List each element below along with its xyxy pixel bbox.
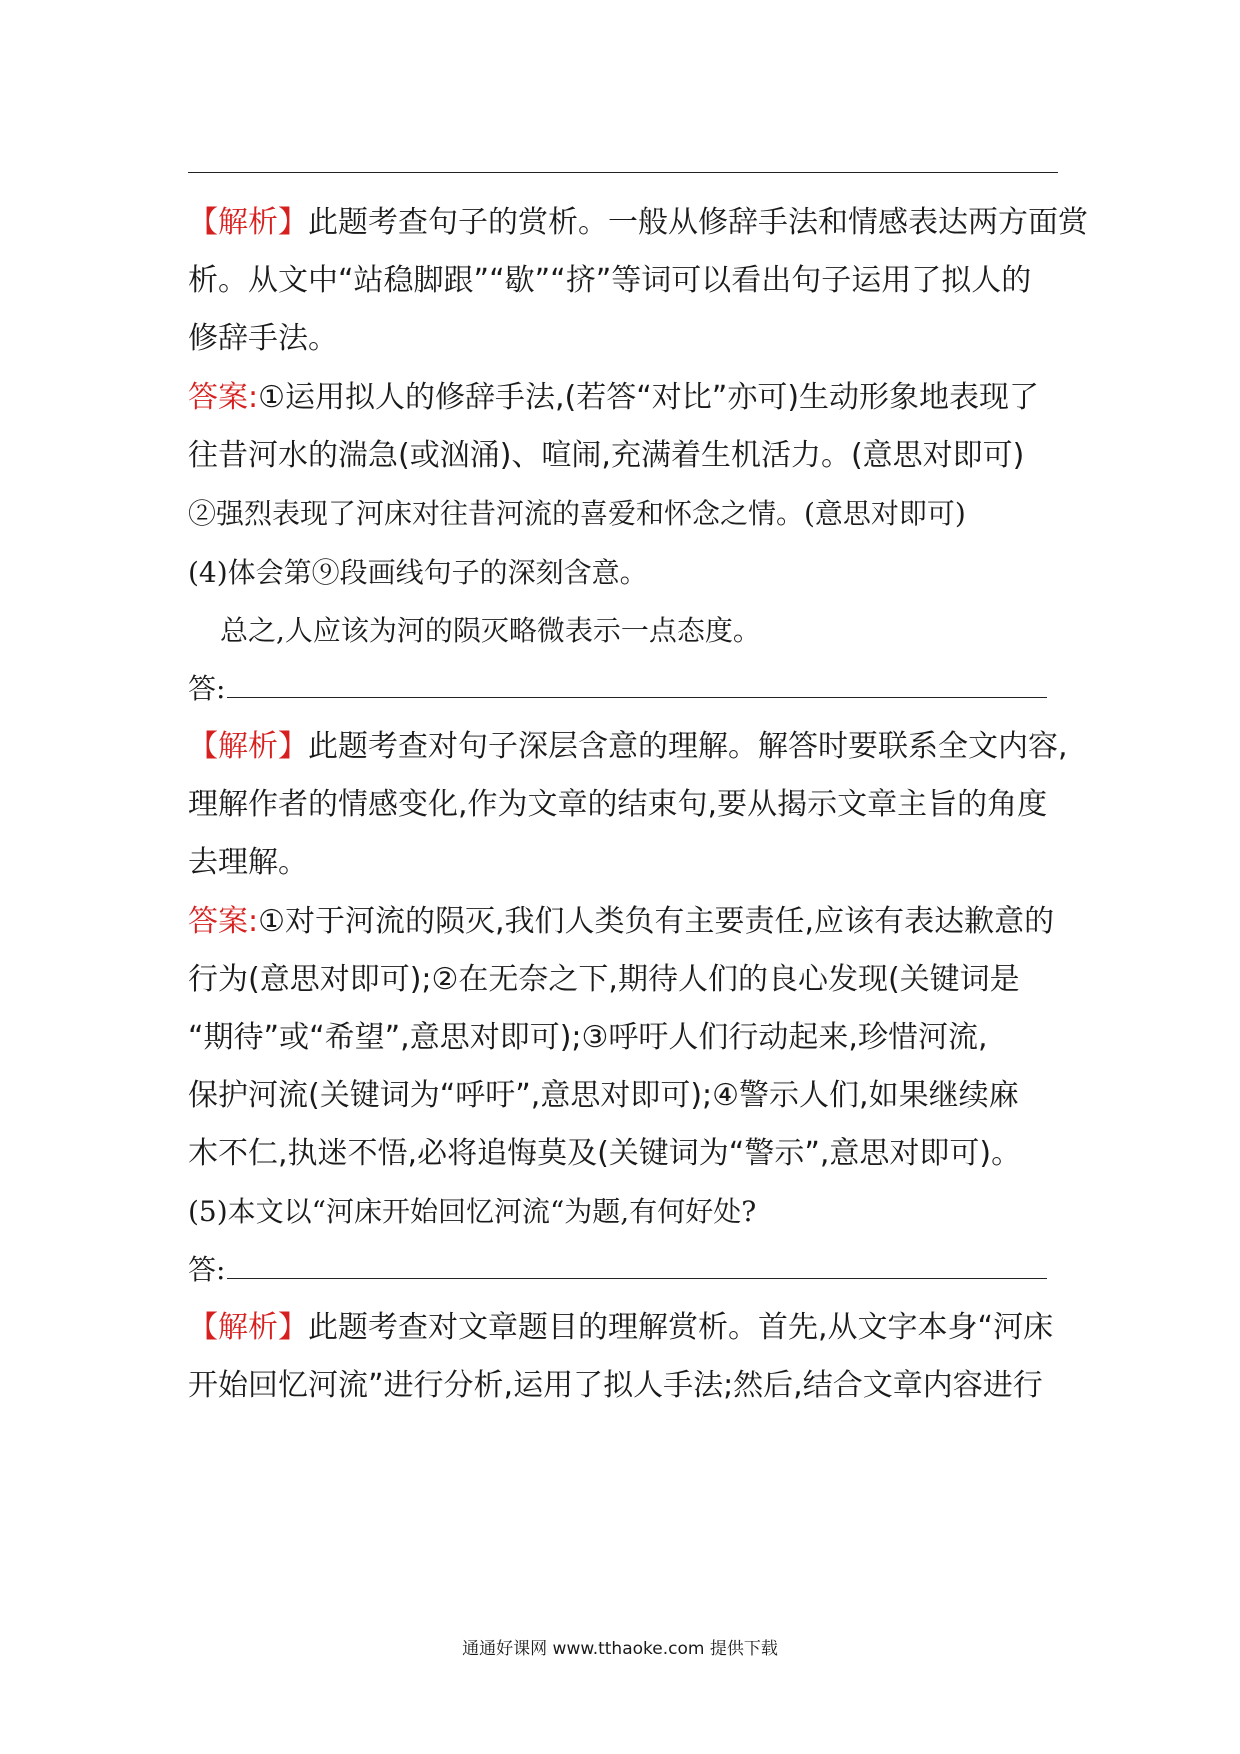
analysis-line xyxy=(188,727,1068,767)
answer-text: 行为(意思对即可);②在无奈之下,期待人们的良心发现(关键词是 xyxy=(188,962,1020,997)
analysis-label: 【解析】 xyxy=(188,1310,308,1345)
answer-text: ②强烈表现了河床对往昔河流的喜爱和怀念之情。(意思对即可) xyxy=(188,497,966,530)
answer-prompt: 答: xyxy=(188,672,226,705)
page-footer: 通通好课网 www.tthaoke.com 提供下载 xyxy=(462,1639,778,1659)
analysis-text: 去理解。 xyxy=(188,845,308,880)
answer-line xyxy=(188,902,1058,942)
analysis-text: 理解作者的情感变化,作为文章的结束句,要从揭示文章主旨的角度 xyxy=(188,787,1048,822)
answer-text: 木不仁,执迷不悟,必将追悔莫及(关键词为“警示”,意思对即可)。 xyxy=(188,1136,1022,1171)
analysis-text: 修辞手法。 xyxy=(188,321,338,356)
answer-label: 答案: xyxy=(188,904,259,939)
answer-prompt-row xyxy=(188,669,1058,709)
answer-label: 答案: xyxy=(188,380,259,415)
analysis-text: 析。从文中“站稳脚跟”“歇”“挤”等词可以看出句子运用了拟人的 xyxy=(188,263,1032,298)
answer-text: ①运用拟人的修辞手法,(若答“对比”亦可)生动形象地表现了 xyxy=(258,380,1040,415)
answer-text: 往昔河水的湍急(或汹涌)、喧闹,充满着生机活力。(意思对即可) xyxy=(188,438,1025,473)
analysis-label: 【解析】 xyxy=(188,729,308,764)
analysis-label: 【解析】 xyxy=(188,205,308,240)
answer-line xyxy=(188,378,1058,418)
quoted-sentence: 总之,人应该为河的陨灭略微表示一点态度。 xyxy=(220,614,761,647)
answer-blank-line xyxy=(227,1252,1047,1279)
answer-blank-line xyxy=(227,671,1047,698)
answer-prompt: 答: xyxy=(188,1253,226,1286)
analysis-line xyxy=(188,1308,1058,1348)
answer-text: ①对于河流的陨灭,我们人类负有主要责任,应该有表达歉意的 xyxy=(258,904,1055,939)
question-4: (4)体会第⑨段画线句子的深刻含意。 xyxy=(188,556,648,589)
analysis-line xyxy=(188,203,1088,243)
answer-prompt-row xyxy=(188,1250,1058,1290)
answer-blank-line xyxy=(188,172,1058,173)
analysis-text: 开始回忆河流”进行分析,运用了拟人手法;然后,结合文章内容进行 xyxy=(188,1368,1043,1403)
analysis-text: 此题考查句子的赏析。一般从修辞手法和情感表达两方面赏 xyxy=(308,205,1088,240)
analysis-text: 此题考查对文章题目的理解赏析。首先,从文字本身“河床 xyxy=(308,1310,1054,1345)
answer-text: “期待”或“希望”,意思对即可);③呼吁人们行动起来,珍惜河流, xyxy=(188,1020,988,1055)
answer-text: 保护河流(关键词为“呼吁”,意思对即可);④警示人们,如果继续麻 xyxy=(188,1078,1019,1113)
analysis-text: 此题考查对句子深层含意的理解。解答时要联系全文内容, xyxy=(308,729,1068,764)
question-5: (5)本文以“河床开始回忆河流“为题,有何好处? xyxy=(188,1195,757,1228)
